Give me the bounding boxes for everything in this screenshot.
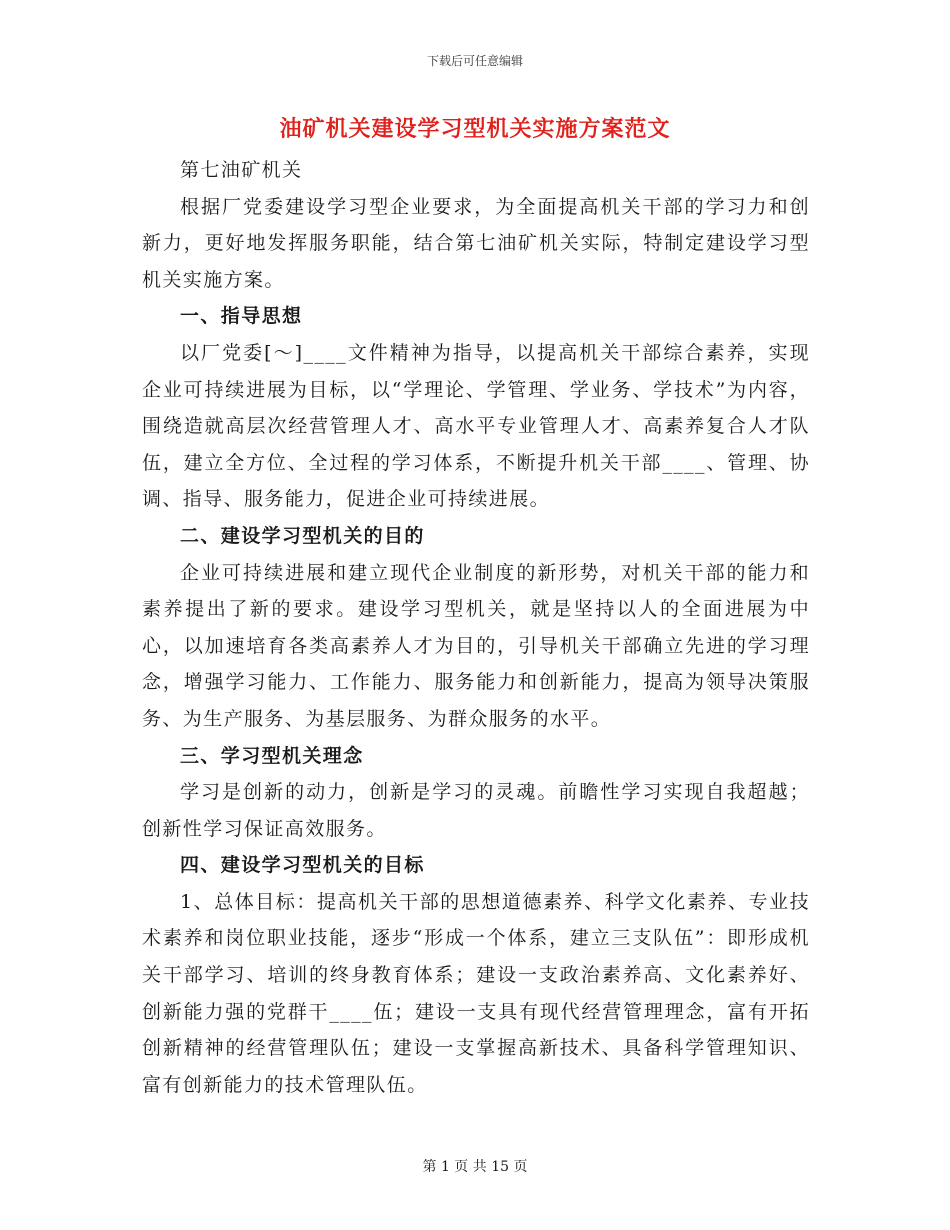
section-3-paragraph: 学习是创新的动力，创新是学习的灵魂。前瞻性学习实现自我超越；创新性学习保证高效服务。 (142, 781, 810, 840)
section-heading-3: 三、学习型机关理念 (180, 744, 364, 767)
organization-line: 第七油矿机关 (180, 159, 303, 181)
section-1-paragraph: 以厂党委[～]____文件精神为指导，以提高机关干部综合素养，实现企业可持续进展为目标，以“学理论、学管理、学业务、学技术”为内容，围绕造就高层次经营管理人才、高水平专业管理人才、高素养复合人才队伍，建立全方位、全过程的学习体系，不断提升机关干部____、管理、协调、指导、服务能力，促进企业可持续进展。 (142, 341, 810, 511)
header-note: 下载后可任意编辑 (426, 54, 523, 68)
page-number: 第 1 页 共 15 页 (422, 1159, 528, 1175)
document-body (142, 152, 810, 1103)
section-heading-4: 四、建设学习型机关的目标 (180, 854, 425, 877)
section-4-paragraph: 1、总体目标：提高机关干部的思想道德素养、科学文化素养、专业技术素养和岗位职业技能，逐步“形成一个体系，建立三支队伍”：即形成机关干部学习、培训的终身教育体系；建设一支政治素养高、文化素养好、创新能力强的党群干____伍；建设一支具有现代经营管理理念，富有开拓创新精神的经营管理队伍；建设一支掌握高新技术、具备科学管理知识、富有创新能力的技术管理队伍。 (142, 890, 810, 1096)
section-2-paragraph: 企业可持续进展和建立现代企业制度的新形势，对机关干部的能力和素养提出了新的要求。建设学习型机关，就是坚持以人的全面进展为中心，以加速培育各类高素养人才为目的，引导机关干部确立先进的学习理念，增强学习能力、工作能力、服务能力和创新能力，提高为领导决策服务、为生产服务、为基层服务、为群众服务的水平。 (142, 561, 810, 730)
intro-paragraph: 根据厂党委建设学习型企业要求，为全面提高机关干部的学习力和创新力，更好地发挥服务职能，结合第七油矿机关实际，特制定建设学习型机关实施方案。 (142, 195, 810, 291)
document-title: 油矿机关建设学习型机关实施方案范文 (279, 116, 671, 142)
section-heading-1: 一、指导思想 (180, 305, 303, 328)
section-heading-2: 二、建设学习型机关的目的 (180, 524, 425, 547)
